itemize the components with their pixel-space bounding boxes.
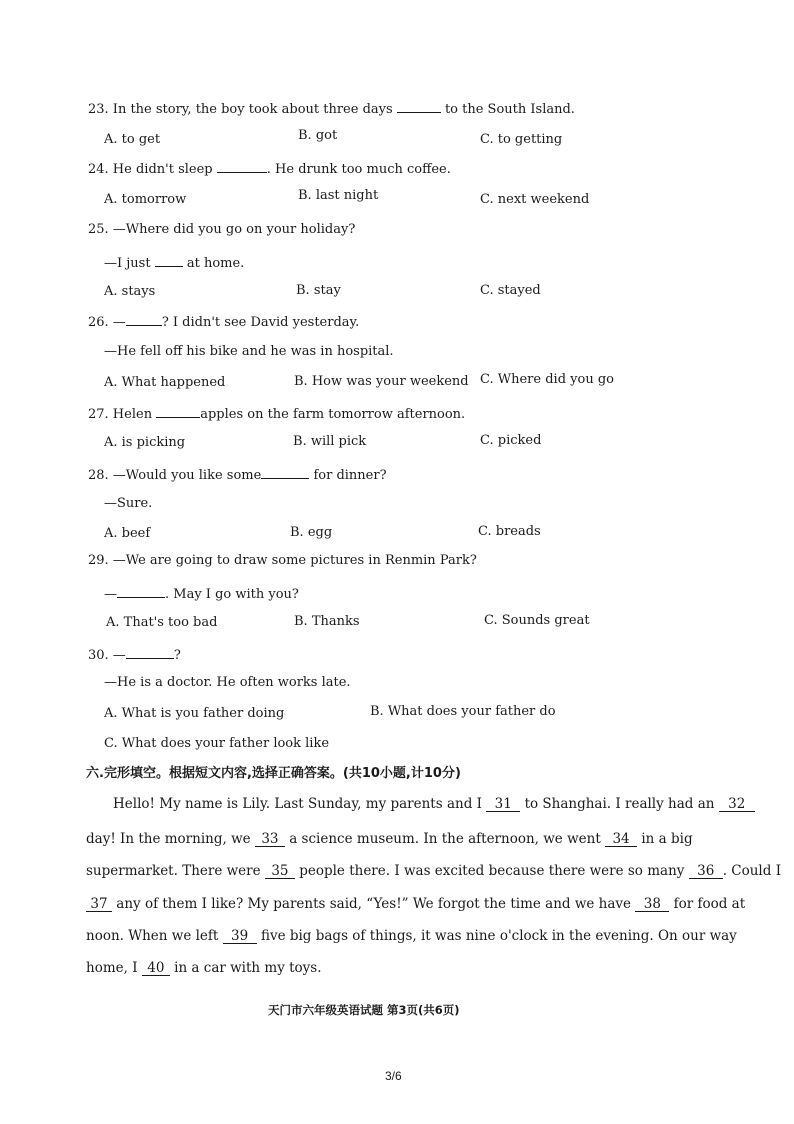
- question-28-reply: —Sure.: [104, 496, 153, 511]
- blank-39[interactable]: 39: [223, 929, 257, 944]
- question-29-reply: — . May I go with you?: [104, 587, 299, 602]
- option-c[interactable]: C. stayed: [480, 283, 541, 298]
- answer-blank[interactable]: [217, 160, 267, 173]
- blank-31[interactable]: 31: [486, 797, 520, 812]
- blank-36[interactable]: 36: [689, 864, 723, 879]
- blank-37[interactable]: 37: [86, 897, 112, 912]
- blank-33[interactable]: 33: [255, 832, 285, 847]
- question-27-stem: 27. Helen apples on the farm tomorrow afternoon.: [88, 407, 466, 422]
- question-23-stem: 23. In the story, the boy took about three days to the South Island.: [88, 102, 575, 117]
- blank-40[interactable]: 40: [142, 961, 170, 976]
- answer-blank[interactable]: [155, 254, 183, 267]
- option-a[interactable]: A. is picking: [104, 435, 186, 450]
- question-25-stem: 25. —Where did you go on your holiday?: [88, 222, 356, 237]
- option-b[interactable]: B. stay: [296, 283, 341, 298]
- option-a[interactable]: A. to get: [104, 132, 161, 147]
- question-26-stem: 26. — ? I didn't see David yesterday.: [88, 315, 360, 330]
- option-a[interactable]: A. What happened: [104, 375, 226, 390]
- blank-38[interactable]: 38: [635, 897, 669, 912]
- passage-line-3: supermarket. There were 35 people there. I was excited because there were so many 36 . Could I: [86, 863, 782, 879]
- question-28-stem: 28. —Would you like some for dinner?: [88, 468, 387, 483]
- option-b[interactable]: B. What does your father do: [370, 704, 556, 719]
- question-25-reply: —I just at home.: [104, 256, 245, 271]
- option-c[interactable]: C. Where did you go: [480, 372, 614, 387]
- option-c[interactable]: C. What does your father look like: [104, 736, 330, 751]
- option-b[interactable]: B. will pick: [293, 434, 367, 449]
- option-b[interactable]: B. last night: [298, 188, 379, 203]
- option-b[interactable]: B. egg: [290, 525, 333, 540]
- option-c[interactable]: C. breads: [478, 524, 541, 539]
- page-number: 3/6: [385, 1069, 402, 1083]
- option-c[interactable]: C. picked: [480, 433, 542, 448]
- passage-line-4: 37 any of them I like? My parents said, “Yes!” We forgot the time and we have 38 for food at: [86, 896, 745, 912]
- option-c[interactable]: C. next weekend: [480, 192, 590, 207]
- answer-blank[interactable]: [126, 646, 174, 659]
- option-b[interactable]: B. How was your weekend: [294, 374, 469, 389]
- option-a[interactable]: A. tomorrow: [104, 192, 187, 207]
- option-b[interactable]: B. Thanks: [294, 614, 360, 629]
- page-footer: 天门市六年级英语试题 第3页(共6页): [268, 1003, 460, 1017]
- answer-blank[interactable]: [397, 100, 441, 113]
- passage-line-6: home, I 40 in a car with my toys.: [86, 960, 322, 976]
- answer-blank[interactable]: [261, 466, 309, 479]
- question-30-reply: —He is a doctor. He often works late.: [104, 675, 351, 690]
- answer-blank[interactable]: [126, 313, 162, 326]
- option-a[interactable]: A. stays: [104, 284, 156, 299]
- option-a[interactable]: A. That's too bad: [106, 615, 218, 630]
- option-c[interactable]: C. to getting: [480, 132, 563, 147]
- answer-blank[interactable]: [117, 585, 165, 598]
- option-b[interactable]: B. got: [298, 128, 338, 143]
- question-26-reply: —He fell off his bike and he was in hospital.: [104, 344, 394, 359]
- question-29-stem: 29. —We are going to draw some pictures in Renmin Park?: [88, 553, 477, 568]
- blank-35[interactable]: 35: [265, 864, 295, 879]
- section-6-heading: 六.完形填空。根据短文内容,选择正确答案。(共10小题,计10分): [86, 766, 461, 781]
- answer-blank[interactable]: [156, 405, 200, 418]
- passage-line-2: day! In the morning, we 33 a science museum. In the afternoon, we went 34 in a big: [86, 831, 693, 847]
- passage-line-1: Hello! My name is Lily. Last Sunday, my parents and I 31 to Shanghai. I really had an 32: [113, 796, 755, 812]
- question-24-stem: 24. He didn't sleep . He drunk too much coffee.: [88, 162, 451, 177]
- option-a[interactable]: A. What is you father doing: [104, 706, 285, 721]
- option-c[interactable]: C. Sounds great: [484, 613, 590, 628]
- blank-32[interactable]: 32: [719, 797, 755, 812]
- option-a[interactable]: A. beef: [104, 526, 151, 541]
- question-30-stem: 30. — ?: [88, 648, 181, 663]
- blank-34[interactable]: 34: [605, 832, 637, 847]
- passage-line-5: noon. When we left 39 five big bags of things, it was nine o'clock in the evening. On our way: [86, 928, 737, 944]
